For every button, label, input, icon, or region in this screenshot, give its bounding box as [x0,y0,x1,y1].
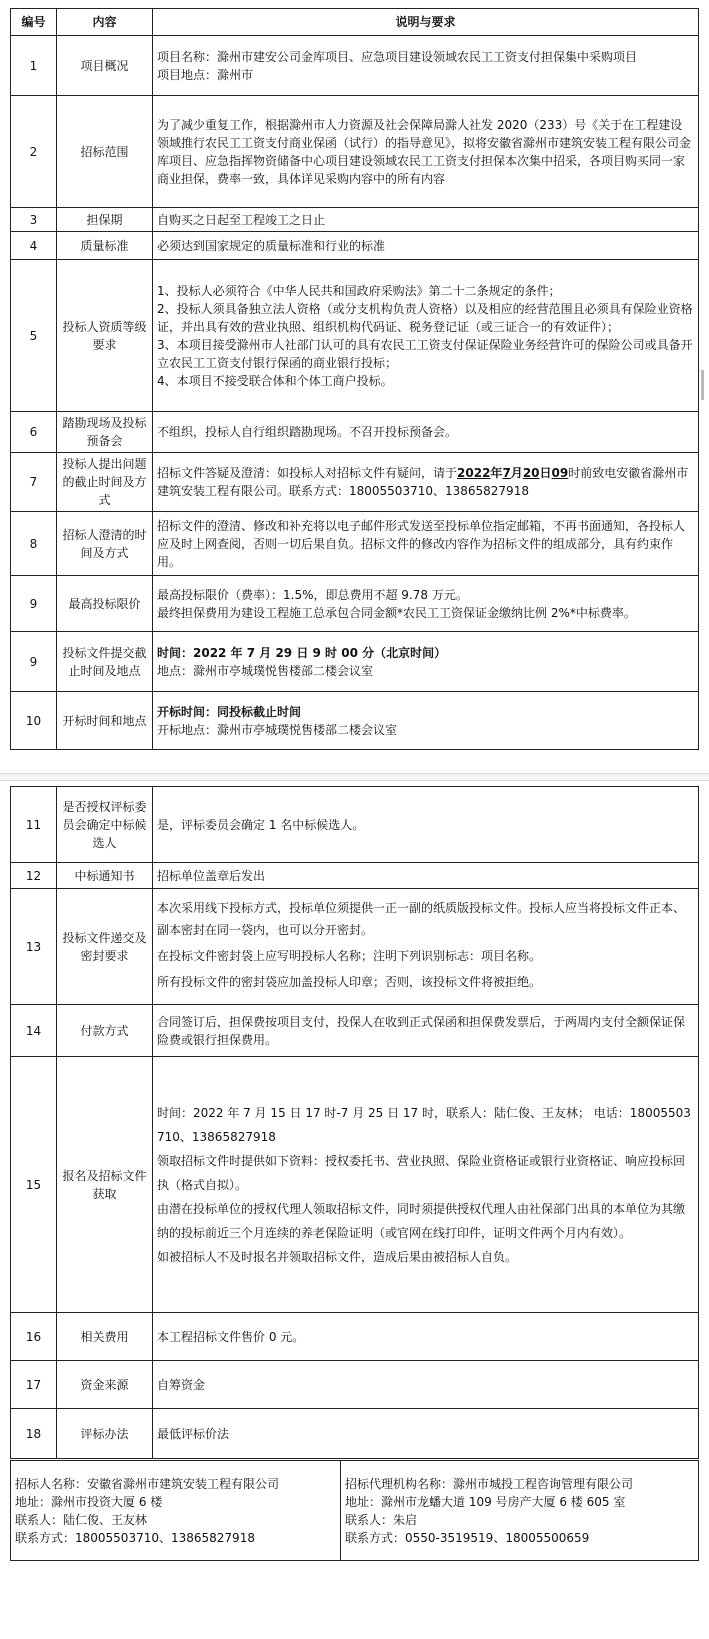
row-name: 相关费用 [57,1313,153,1361]
row-name: 踏勘现场及投标预备会 [57,412,153,453]
desc-text: 招标文件答疑及澄清：如投标人对招标文件有疑问，请于 [157,466,458,480]
table-row [11,36,699,96]
table-row [11,260,699,412]
row-no: 7 [11,453,57,512]
table-row [11,787,699,863]
desc-line: 2、投标人须具备独立法人资格（或分支机构负责人资格）以及相应的经营范围且必须具有保险业资格证，并出具有效的营业执照、组织机构代码证、税务登记证（或三证合一的有效证件）； [157,301,693,334]
desc-line: 所有投标文件的密封袋应加盖投标人印章；否则，该投标文件将被拒绝。 [157,974,542,989]
row-name: 投标文件递交及密封要求 [57,889,153,1005]
table-row [11,412,699,453]
row-desc: 是，评标委员会确定 1 名中标候选人。 [153,787,699,863]
contact-line: 联系方式：0550-3519519、18005500659 [345,1530,590,1545]
row-desc: 必须达到国家规定的质量标准和行业的标准 [153,232,699,260]
table-row [11,889,699,1005]
row-no: 12 [11,863,57,889]
table-row [11,863,699,889]
table-row [11,1409,699,1459]
desc-line: 由潜在投标单位的授权代理人领取招标文件，同时须提供授权代理人由社保部门出具的本单位为其缴纳的投标前近三个月连续的养老保险证明（或官网在线打印件，证明文件两个月内有效）。 [157,1201,686,1240]
row-no: 4 [11,232,57,260]
desc-line-bold: 开标时间：同投标截止时间 [157,704,302,719]
table-row [11,208,699,232]
row-desc: 招标单位盖章后发出 [153,863,699,889]
table-row [11,96,699,208]
table-row [11,576,699,632]
desc-line: 1、投标人必须符合《中华人民共和国政府采购法》第二十二条规定的条件； [157,283,561,298]
deadline-month-unit: 月 [510,466,523,480]
row-name: 担保期 [57,208,153,232]
desc-line: 地点：滁州市亭城璞悦售楼部二楼会议室 [157,663,374,678]
row-desc: 不组织，投标人自行组织踏勘现场。不召开投标预备会。 [153,412,699,453]
contact-line: 联系方式：18005503710、13865827918 [15,1530,255,1545]
row-name: 中标通知书 [57,863,153,889]
desc-line: 领取招标文件时提供如下资料：授权委托书、营业执照、保险业资格证或银行业资格证、响应投标回执（格式自拟）。 [157,1153,686,1192]
contact-line: 招标代理机构名称：滁州市城投工程咨询管理有限公司 [345,1476,634,1491]
row-desc [153,692,699,750]
contact-line: 地址：滁州市投资大厦 6 楼 [15,1494,163,1509]
desc-line-bold: 时间：2022 年 7 月 29 日 9 时 00 分（北京时间） [157,645,447,660]
deadline-hour: 09 [551,466,569,480]
contact-line: 招标人名称：安徽省滁州市建筑安装工程有限公司 [15,1476,280,1491]
row-no: 16 [11,1313,57,1361]
row-no: 15 [11,1057,57,1313]
row-no: 14 [11,1005,57,1057]
row-desc [153,889,699,1005]
row-no: 5 [11,260,57,412]
desc-line: 3、本项目接受滁州市人社部门认可的具有农民工工资支付保证保险业务经营许可的保险公司或具备开立农民工工资支付银行保函的商业银行投标； [157,337,693,370]
desc-line: 项目名称：滁州市建安公司金库项目、应急项目建设领域农民工工资支付担保集中采购项目 [157,49,638,64]
row-no: 11 [11,787,57,863]
header-desc: 说明与要求 [153,9,699,36]
table-row [11,232,699,260]
header-row [11,9,699,36]
row-desc: 招标文件的澄清、修改和补充将以电子邮件形式发送至投标单位指定邮箱，不再书面通知，各投标人应及时上网查阅，否则一切后果自负。招标文件的修改内容作为招标文件的组成部分，具有约束作用。 [153,512,699,576]
tender-table-part-2 [10,786,699,1459]
desc-line: 时间：2022 年 7 月 15 日 17 时-7 月 25 日 17 时，联系人：陆仁俊、王友林； 电话：18005503710、13865827918 [157,1105,691,1144]
row-name: 投标文件提交截止时间及地点 [57,632,153,692]
table-row [11,1057,699,1313]
desc-line: 在投标文件密封袋上应写明投标人名称；注明下列识别标志：项目名称。 [157,948,542,963]
row-name: 项目概况 [57,36,153,96]
row-no: 6 [11,412,57,453]
row-desc: 最低评标价法 [153,1409,699,1459]
deadline-year-unit: 年 [490,466,503,480]
page-separator [0,773,709,781]
row-desc: 自筹资金 [153,1361,699,1409]
row-desc [153,1057,699,1313]
desc-line: 开标地点：滁州市亭城璞悦售楼部二楼会议室 [157,722,398,737]
deadline-year: 2022 [457,466,491,480]
row-no: 9 [11,576,57,632]
row-name: 是否授权评标委员会确定中标候选人 [57,787,153,863]
table-row [11,512,699,576]
desc-line: 最高投标限价（费率）：1.5%，即总费用不超 9.78 万元。 [157,587,468,602]
row-desc [153,36,699,96]
scrollbar-marker[interactable] [701,370,704,400]
desc-line: 如被招标人不及时报名并领取招标文件，造成后果由被招标人自负。 [157,1249,518,1264]
row-desc: 自购买之日起至工程竣工之日止 [153,208,699,232]
row-name: 付款方式 [57,1005,153,1057]
contact-row [11,1461,699,1561]
row-no: 1 [11,36,57,96]
row-no: 2 [11,96,57,208]
desc-line: 最终担保费用为建设工程施工总承包合同金额*农民工工资保证金缴纳比例 2%*中标费率。 [157,605,636,620]
row-no: 10 [11,692,57,750]
table-row [11,453,699,512]
row-name: 投标人资质等级要求 [57,260,153,412]
desc-text: 时前致电安徽省滁州市建筑安装工程有限公司。联系方式：18005503710、13865827918 [157,466,689,498]
row-desc [153,632,699,692]
row-no: 8 [11,512,57,576]
deadline-month: 7 [502,466,511,480]
row-name: 最高投标限价 [57,576,153,632]
contact-line: 地址：滁州市龙蟠大道 109 号房产大厦 6 楼 605 室 [345,1494,626,1509]
row-desc [153,576,699,632]
row-name: 投标人提出问题的截止时间及方式 [57,453,153,512]
table-row [11,1313,699,1361]
desc-line: 项目地点：滁州市 [157,67,254,82]
header-content: 内容 [57,9,153,36]
table-row [11,692,699,750]
row-name: 质量标准 [57,232,153,260]
row-name: 开标时间和地点 [57,692,153,750]
row-desc [153,260,699,412]
row-no: 18 [11,1409,57,1459]
contact-line: 联系人：朱启 [345,1512,418,1527]
row-no: 9 [11,632,57,692]
tenderer-contact [11,1461,341,1561]
deadline-day: 20 [522,466,540,480]
contact-footer [10,1460,699,1561]
row-desc [153,453,699,512]
tender-table-part-1 [10,8,699,750]
row-name: 招标范围 [57,96,153,208]
row-name: 评标办法 [57,1409,153,1459]
row-name: 招标人澄清的时间及方式 [57,512,153,576]
table-row [11,1005,699,1057]
deadline-day-unit: 日 [539,466,552,480]
row-desc: 为了减少重复工作，根据滁州市人力资源及社会保障局滁人社发 2020（233）号《关于在工程建设领域推行农民工工资支付商业保函（试行）的指导意见》，拟将安徽省滁州市建筑安装工程有限公司金库项目、应急指挥物资储备中心项目建设领域农民工工资支付担保本次集中招采，各项目购买同一家商业担保，费率一致，具体详见采购内容中的所有内容 [153,96,699,208]
agency-contact [341,1461,699,1561]
desc-line: 4、本项目不接受联合体和个体工商户投标。 [157,373,393,388]
row-name: 报名及招标文件获取 [57,1057,153,1313]
row-no: 13 [11,889,57,1005]
header-no: 编号 [11,9,57,36]
table-row [11,632,699,692]
row-no: 17 [11,1361,57,1409]
row-desc: 本工程招标文件售价 0 元。 [153,1313,699,1361]
table-row [11,1361,699,1409]
row-desc: 合同签订后，担保费按项目支付，投保人在收到正式保函和担保费发票后，于两周内支付全额保证保险费或银行担保费用。 [153,1005,699,1057]
row-name: 资金来源 [57,1361,153,1409]
contact-line: 联系人：陆仁俊、王友林 [15,1512,148,1527]
desc-line: 本次采用线下投标方式，投标单位须提供一正一副的纸质版投标文件。投标人应当将投标文件正本、副本密封在同一袋内，也可以分开密封。 [157,900,686,937]
row-no: 3 [11,208,57,232]
